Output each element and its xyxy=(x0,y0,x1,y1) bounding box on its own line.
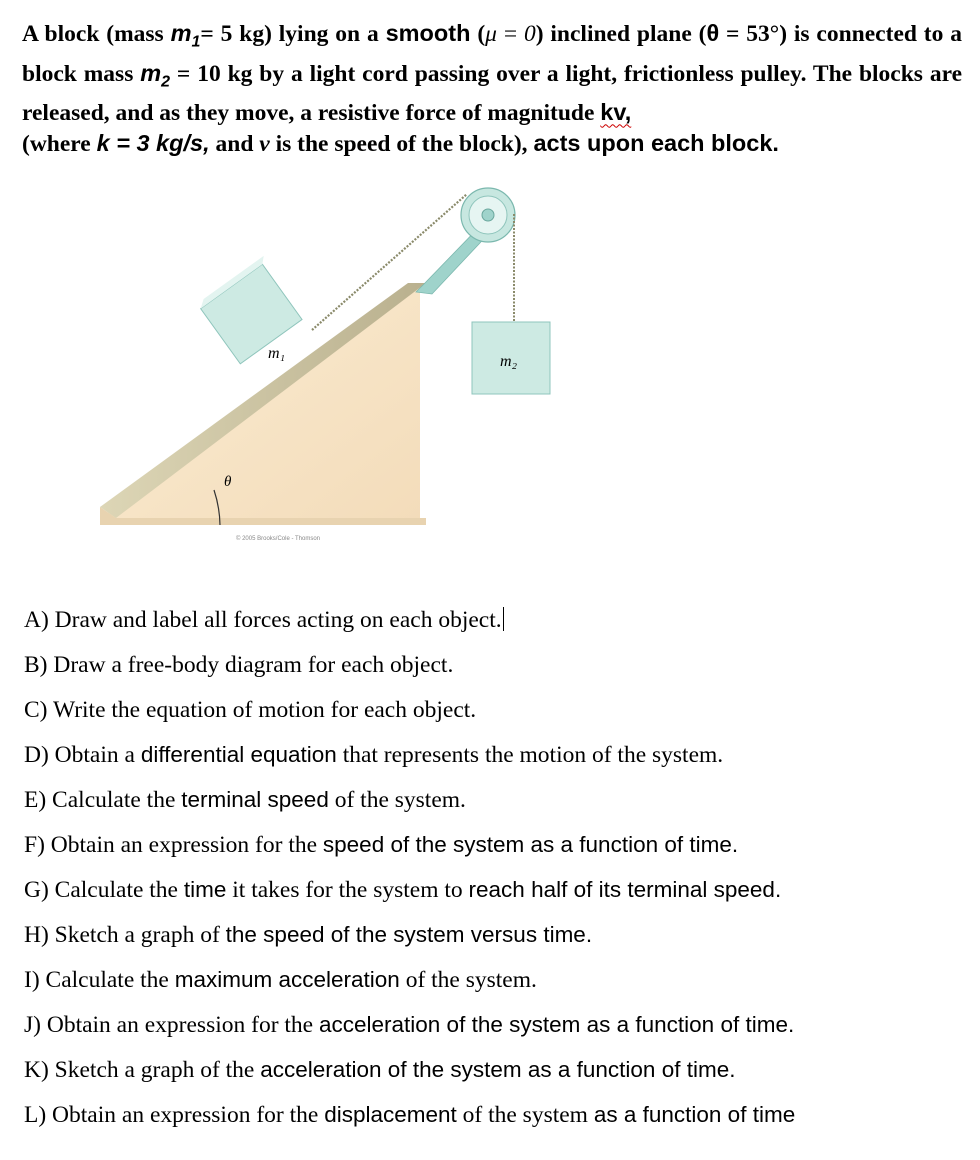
question-text: L) Obtain an expression for the xyxy=(24,1102,325,1128)
question-text: H) Sketch a graph of xyxy=(24,922,226,948)
question-highlight: differential equation xyxy=(140,742,337,767)
question-j xyxy=(24,1005,964,1050)
m1-subscript: 1 xyxy=(191,33,201,51)
question-g xyxy=(24,870,964,915)
incline-pulley-figure xyxy=(90,180,570,560)
question-e xyxy=(24,780,964,825)
v-symbol: v xyxy=(259,131,270,158)
problem-text: and xyxy=(209,131,260,158)
question-highlight: time xyxy=(183,877,227,902)
question-text: E) Calculate the xyxy=(24,787,182,813)
mu-symbol: μ xyxy=(485,21,497,47)
block-m1-label: m₁ xyxy=(268,345,286,362)
pulley-axle xyxy=(482,209,494,221)
question-text: of the system xyxy=(456,1102,594,1128)
question-highlight: maximum acceleration xyxy=(174,967,400,992)
question-text: it takes for the system to xyxy=(226,877,469,903)
question-text: G) Calculate the xyxy=(24,877,184,903)
text-cursor xyxy=(503,607,504,631)
question-text: B) Draw a free-body diagram for each object. xyxy=(24,652,454,678)
question-f xyxy=(24,825,964,870)
question-k xyxy=(24,1050,964,1095)
question-text: A) Draw and label all forces acting on each object. xyxy=(24,607,502,633)
problem-text: (where xyxy=(22,131,97,158)
smooth-keyword: smooth xyxy=(385,20,471,46)
question-highlight: acceleration of the system as a function of time. xyxy=(318,1012,795,1037)
problem-text: ) inclined plane ( xyxy=(535,21,707,47)
question-l xyxy=(24,1095,964,1140)
problem-text: = 10 kg by a light cord passing over a light, frictionless pulley. The blocks are released, and as they move, a resistive force of magnitude xyxy=(22,60,963,127)
question-text: K) Sketch a graph of the xyxy=(24,1057,261,1083)
question-highlight: as a function of time xyxy=(593,1102,796,1127)
theta-symbol: θ xyxy=(706,20,720,46)
question-highlight: the speed of the system versus time. xyxy=(225,922,593,947)
question-text: I) Calculate the xyxy=(24,967,175,993)
question-d xyxy=(24,735,964,780)
m2-subscript: 2 xyxy=(161,73,171,91)
question-text: C) Write the equation of motion for each object. xyxy=(24,697,477,723)
block-m2-label: m₂ xyxy=(500,353,518,370)
angle-theta-label: θ xyxy=(224,474,232,490)
k-expression: k = 3 kg/s, xyxy=(96,130,210,157)
question-highlight: speed of the system as a function of time. xyxy=(322,832,739,857)
question-c xyxy=(24,690,964,735)
m1-symbol: m xyxy=(170,20,192,46)
question-text: J) Obtain an expression for the xyxy=(24,1012,319,1038)
question-highlight: displacement xyxy=(324,1102,457,1127)
question-text: F) Obtain an expression for the xyxy=(24,832,323,858)
question-list xyxy=(24,600,964,1140)
problem-text: ( xyxy=(470,21,486,47)
question-highlight: terminal speed xyxy=(181,787,329,812)
question-highlight: reach half of its terminal speed. xyxy=(468,877,782,902)
problem-statement xyxy=(22,18,962,159)
question-a xyxy=(24,600,964,645)
question-highlight: acceleration of the system as a function of time. xyxy=(260,1057,736,1082)
question-h xyxy=(24,915,964,960)
question-text: D) Obtain a xyxy=(24,742,141,768)
question-text: of the system. xyxy=(399,967,537,993)
question-text: of the system. xyxy=(328,787,466,813)
problem-text: is the speed of the block), xyxy=(269,131,534,158)
acts-phrase: acts upon each block. xyxy=(533,130,779,157)
zero-value: 0 xyxy=(523,21,536,47)
problem-text: = 53°) is connected to a block mass xyxy=(22,21,963,87)
problem-text: = xyxy=(496,21,524,47)
problem-text: = 5 kg) lying on a xyxy=(200,21,386,47)
question-i xyxy=(24,960,964,1005)
block-m1 xyxy=(197,256,307,364)
m2-symbol: m xyxy=(140,59,162,86)
question-text: that represents the motion of the system. xyxy=(336,742,724,768)
kv-expression: kv, xyxy=(600,99,632,126)
problem-text: A block (mass xyxy=(22,21,171,47)
figure-credit: © 2005 Brooks/Cole - Thomson xyxy=(236,536,321,542)
question-b xyxy=(24,645,964,690)
